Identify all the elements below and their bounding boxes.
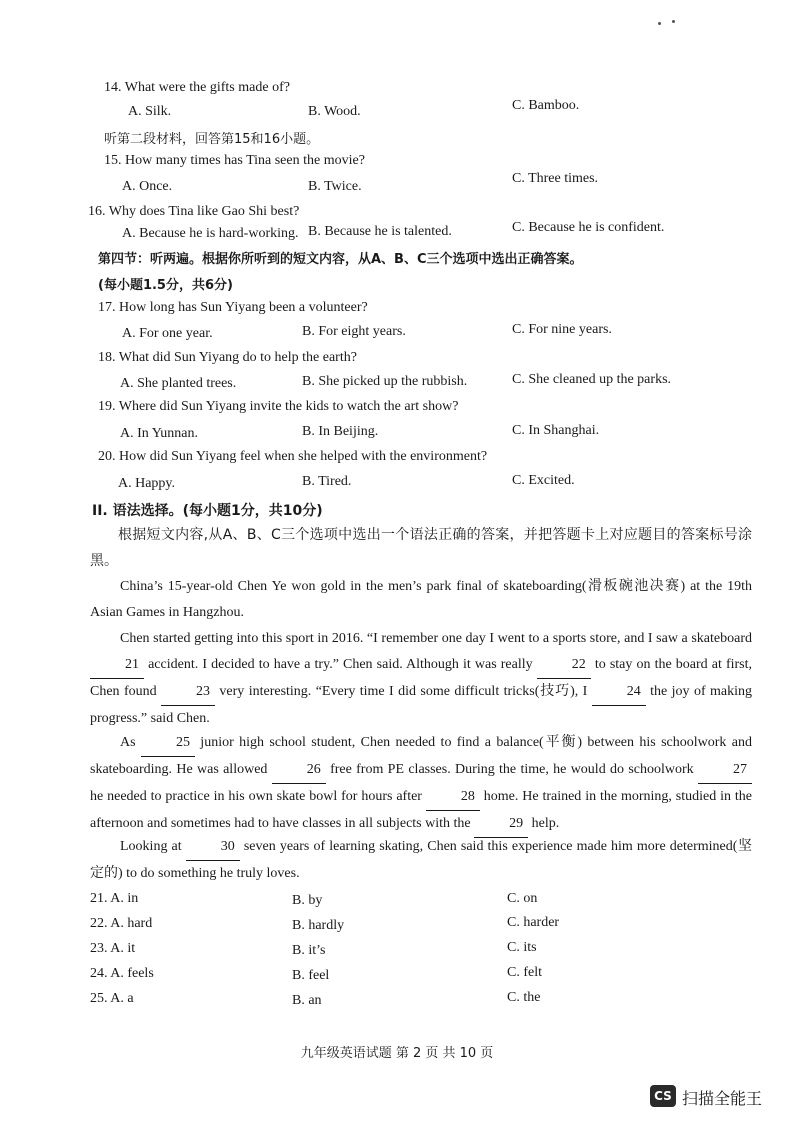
blank-29: 29 [474,811,528,838]
question-20-option-b: B. Tired. [302,474,352,489]
question-19-option-b: B. In Beijing. [302,424,379,439]
scan-speck [672,20,675,23]
question-21-option-b: B. by [292,893,323,908]
question-20-option-c: C. Excited. [512,473,575,488]
question-14-option-b: B. Wood. [308,104,361,119]
question-23-option-a: 23. A. it [90,941,136,956]
question-16-stem: 16. Why does Tina like Gao Shi best? [88,204,300,219]
camscanner-logo-icon: CS [650,1085,676,1107]
question-21-option-c: C. on [507,891,538,906]
blank-30: 30 [186,834,240,861]
question-25-option-a: 25. A. a [90,991,134,1006]
question-22-option-a: 22. A. hard [90,916,153,931]
question-16-option-c: C. Because he is confident. [512,220,665,235]
passage-paragraph-1: China’s 15-year-old Chen Ye won gold in the men’s park final of skateboarding(滑板碗池决赛) at the 19th Asian Games in Hangzhou. [90,579,752,620]
question-20-option-a: A. Happy. [118,476,176,491]
question-17-option-b: B. For eight years. [302,324,406,339]
question-18-stem: 18. What did Sun Yiyang do to help the earth? [98,350,357,365]
question-14-stem: 14. What were the gifts made of? [104,80,290,95]
question-15-option-c: C. Three times. [512,171,599,186]
passage-paragraph-4: Looking at 30 seven years of learning skating, Chen said this experience made him more determined(坚定的) to do something he truly loves. [90,834,752,887]
section-ii-instruction: 根据短文内容,从A、B、C三个选项中选出一个语法正确的答案，并把答题卡上对应题目的答案标号涂黑。 [90,527,752,569]
question-19-stem: 19. Where did Sun Yiyang invite the kids to watch the art show? [98,399,459,414]
question-22-option-c: C. harder [507,915,560,930]
question-17-option-c: C. For nine years. [512,322,612,337]
camscanner-watermark-text: 扫描全能王 [682,1089,763,1108]
part-4-instruction: 第四节：听两遍。根据你所听到的短文内容，从A、B、C三个选项中选出正确答案。 [98,252,583,267]
part-4-score: (每小题1.5分，共6分) [98,278,233,293]
blank-24: 24 [592,679,646,706]
section-ii-title: II. 语法选择。(每小题1分，共10分) [92,503,323,519]
section-2-instruction: 听第二段材料，回答第15和16小题。 [104,132,320,147]
question-15-stem: 15. How many times has Tina seen the movie? [104,153,365,168]
scan-speck [658,22,661,25]
blank-25: 25 [141,730,195,757]
question-21-option-a: 21. A. in [90,891,139,906]
blank-22: 22 [537,652,591,679]
blank-28: 28 [426,784,480,811]
question-17-option-a: A. For one year. [122,326,213,341]
blank-21: 21 [90,652,144,679]
blank-23: 23 [161,679,215,706]
question-23-option-c: C. its [507,940,537,955]
question-15-option-a: A. Once. [122,179,173,194]
question-16-option-b: B. Because he is talented. [308,224,452,239]
blank-26: 26 [272,757,326,784]
passage-paragraph-2: Chen started getting into this sport in 2016. “I remember one day I went to a sports store, and I saw a skateboard 21 accident. I decided to have a try.” Chen said. Although it was really 22 to stay on the board at first, Chen found 23 very interesting. “Every time I did some difficult tricks(技巧), I 24 the joy of making progress.” said Chen. [90,631,752,726]
question-23-option-b: B. it’s [292,943,326,958]
question-18-option-a: A. She planted trees. [120,376,237,391]
question-25-option-b: B. an [292,993,322,1008]
question-20-stem: 20. How did Sun Yiyang feel when she helped with the environment? [98,449,488,464]
question-16-option-a: A. Because he is hard-working. [122,226,299,241]
question-14-option-a: A. Silk. [128,104,172,119]
question-19-option-c: C. In Shanghai. [512,423,600,438]
question-18-option-b: B. She picked up the rubbish. [302,374,468,389]
question-14-option-c: C. Bamboo. [512,98,580,113]
question-18-option-c: C. She cleaned up the parks. [512,372,672,387]
question-24-option-a: 24. A. feels [90,966,154,981]
question-15-option-b: B. Twice. [308,179,362,194]
question-24-option-c: C. felt [507,965,542,980]
passage-paragraph-3: As 25 junior high school student, Chen needed to find a balance(平衡) between his schoolwork and skateboarding. He was allowed 26 free from PE classes. During the time, he would do schoolwork 27 he needed to practice in his own skate bowl for hours after 28 home. He trained in the morning, studied in the afternoon and sometimes had to have classes in all subjects with the 29 help. [90,730,752,838]
question-22-option-b: B. hardly [292,918,345,933]
blank-27: 27 [698,757,752,784]
question-17-stem: 17. How long has Sun Yiyang been a volunteer? [98,300,368,315]
page-footer: 九年级英语试题 第 2 页 共 10 页 [300,1046,494,1061]
question-25-option-c: C. the [507,990,541,1005]
question-19-option-a: A. In Yunnan. [120,426,199,441]
question-24-option-b: B. feel [292,968,330,983]
